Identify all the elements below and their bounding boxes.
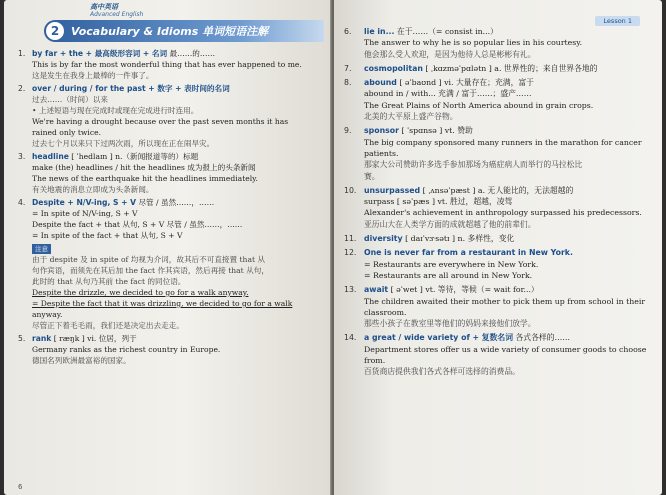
entry-number: 3. — [18, 152, 26, 161]
entry-number: 14. — [344, 333, 357, 343]
entry-heading — [18, 48, 324, 59]
entry-line: rained only twice. — [32, 128, 101, 137]
entry-line: 过去……（时间）以来 — [32, 95, 108, 104]
entry-line: patients. — [364, 148, 399, 158]
vocab-entry — [344, 332, 652, 377]
right-page — [334, 0, 662, 495]
entry-head-wrap — [32, 197, 214, 208]
book-brand — [90, 4, 324, 18]
entry-line: 有关地震的消息立即成为头条新闻。 — [32, 185, 154, 194]
example-line: anyway. — [32, 310, 63, 319]
entry-line: = Restaurants are everywhere in New York. — [364, 259, 539, 269]
entry-heading — [344, 125, 652, 136]
entry-headword: over / during / for the past + 数字 + 表时间的名词 — [32, 84, 230, 93]
entry-gloss: [ əˈbaʊnd ] vi. 大量存在；充满，富于 — [396, 78, 534, 88]
vocab-entry — [344, 26, 652, 60]
left-entries — [18, 48, 324, 241]
entry-line: 那家大公司赞助许多选手参加那场为癌症病人而举行的马拉松比 — [364, 160, 583, 170]
entry-head-wrap — [364, 26, 498, 37]
section-header — [44, 20, 324, 42]
entry-line: 他会那么受人欢迎，是因为他待人总是彬彬有礼。 — [364, 49, 536, 59]
note-line: 由于 despite 及 in spite of 均视为介词，故其后不可直接置 that 从 — [32, 255, 266, 264]
entry-headword: cosmopolitan — [364, 63, 423, 73]
entry-gloss: [ ˈspɑnsə ] vt. 赞助 — [398, 126, 473, 136]
entry-line: The answer to why he is so popular lies in his courtesy. — [364, 38, 583, 48]
entry-heading — [18, 333, 324, 344]
entry-line: Germany ranks as the richest country in Europe. — [32, 345, 221, 354]
entry-line: Department stores offer us a wide variety of consumer goods to choose — [364, 344, 647, 354]
section-number: 2 — [46, 22, 64, 40]
entry-headword: sponsor — [364, 126, 399, 136]
page-number: 6 — [18, 483, 23, 491]
entry-gloss: [ ˌʌnsəˈpæst ] a. 无人能比的，无法超越的 — [420, 185, 574, 195]
example-lines — [18, 287, 324, 331]
entry-line: classroom. — [364, 307, 407, 317]
entry-head-wrap — [364, 77, 534, 88]
entry-line: 那些小孩子在教室里等他们的妈妈来接他们放学。 — [364, 319, 536, 329]
vocab-entry — [344, 233, 652, 244]
entry-heading — [344, 63, 652, 74]
entry-heading — [344, 247, 652, 258]
entry-line: The big company sponsored many runners in the marathon for cancer — [364, 137, 642, 147]
entry-gloss: [ ˈhedlaɪn ] n.（新闻报道等的）标题 — [68, 152, 199, 161]
entry-line: 赛。 — [364, 171, 380, 181]
vocab-entry — [344, 284, 652, 329]
vocab-entry — [344, 125, 652, 181]
lesson-tab: Lesson 1 — [595, 16, 640, 26]
example-line: 尽管正下着毛毛雨，我们还是决定出去走走。 — [32, 321, 184, 330]
entry-head-wrap — [32, 48, 215, 59]
entry-heading — [344, 26, 652, 37]
entry-gloss: 各式各样的…… — [513, 333, 571, 343]
vocab-entry — [18, 197, 324, 241]
entry-head-wrap — [364, 233, 514, 244]
entry-line: = In spite of the fact + that 从句, S + V — [32, 231, 183, 240]
entry-number: 9. — [344, 126, 352, 136]
entry-gloss: [ ræŋk ] vi. 位居，列于 — [51, 334, 137, 343]
entry-head-wrap — [364, 332, 570, 343]
entry-headword: a great / wide variety of + 复数名词 — [364, 333, 513, 343]
entry-headword: Despite + N/V-ing, S + V — [32, 198, 137, 207]
entry-gloss: 在于……（= consist in...） — [394, 27, 498, 36]
entry-headword: await — [364, 285, 389, 295]
entry-headword: headline — [32, 152, 69, 161]
entry-number: 10. — [344, 185, 357, 195]
left-page — [4, 0, 332, 495]
entry-5 — [18, 333, 324, 366]
entry-line: The children awaited their mother to pick them up from school in their — [364, 296, 646, 306]
brand-chinese: 高中英语 — [90, 3, 118, 11]
entry-line: Despite the fact + that 从句, S + V 尽管 / 虽然……，…… — [32, 220, 243, 229]
entry-line: = Restaurants are all around in New York. — [364, 270, 533, 280]
entry-heading — [18, 197, 324, 208]
entry-heading — [344, 284, 652, 295]
entry-line: 亚历山大在人类学方面的成就超越了他的前辈们。 — [364, 219, 536, 229]
note-line: 句作宾语，而须先在其后加 the fact 作其宾语，然后再接 that 从句， — [32, 266, 269, 275]
note-lines — [18, 254, 324, 287]
entry-line: The Great Plains of North America abound in grain crops. — [364, 100, 594, 110]
entry-gloss: 最……的…… — [167, 49, 216, 58]
note-block — [18, 243, 324, 331]
entry-headword: lie in... — [364, 27, 395, 36]
entry-gloss: [ daɪˈvɝsətɪ ] n. 多样性，变化 — [402, 234, 515, 244]
entry-line: abound in / with... 充满 / 富于……；盛产…… — [364, 89, 532, 99]
entry-number: 12. — [344, 248, 357, 258]
brand-english: Advanced English — [90, 11, 144, 18]
entry-number: 1. — [18, 49, 26, 58]
vocab-entry — [18, 83, 324, 149]
entry-number: 8. — [344, 78, 352, 88]
entry-line: 德国名列欧洲最富裕的国家。 — [32, 356, 131, 365]
entry-number: 7. — [344, 63, 352, 73]
vocab-entry — [18, 48, 324, 81]
entry-heading — [18, 151, 324, 162]
entry-number: 11. — [344, 234, 357, 244]
entry-headword: by far + the + 最高级形容词 + 名词 — [32, 49, 168, 58]
entry-line: Alexander's achievement in anthropology surpassed his predecessors. — [364, 208, 642, 218]
note-line: 此时的 that 从句乃其前 the fact 的同位语。 — [32, 277, 186, 286]
entry-head-wrap — [32, 151, 198, 162]
right-entries — [344, 26, 652, 378]
entry-number: 6. — [344, 27, 352, 36]
entry-line: 百货商店提供我们各式各样可选择的消费品。 — [364, 367, 520, 377]
note-label: 注意 — [32, 244, 51, 254]
entry-number: 5. — [18, 334, 26, 343]
entry-head-wrap — [364, 284, 539, 295]
entry-line: make (the) headlines / hit the headlines 成为报上的头条新闻 — [32, 163, 256, 172]
entry-line: from. — [364, 356, 386, 366]
entry-gloss: [ ˌkɑzməˈpɑlətn ] a. 世界性的；来自世界各地的 — [422, 63, 598, 73]
vocab-entry — [344, 185, 652, 230]
entry-head-wrap — [364, 63, 597, 74]
entry-line: = In spite of N/V-ing, S + V — [32, 209, 138, 218]
entry-line: • 上述短语与现在完成时或现在完成进行时连用。 — [32, 106, 199, 115]
entry-headword: One is never far from a restaurant in New York. — [364, 248, 573, 258]
entry-head-wrap — [364, 185, 573, 196]
example-line: = Despite the fact that it was drizzling, we decided to go for a walk — [32, 299, 293, 308]
vocab-entry — [344, 77, 652, 122]
entry-heading — [344, 332, 652, 343]
vocab-entry — [18, 151, 324, 195]
vocab-entry — [18, 333, 324, 366]
section-title: Vocabulary & Idioms 单词短语注解 — [71, 25, 269, 38]
entry-heading — [344, 233, 652, 244]
entry-line: The news of the earthquake hit the headlines immediately. — [32, 174, 258, 183]
entry-heading — [344, 185, 652, 196]
entry-line: surpass [ səˈpæs ] vt. 胜过，超越，凌驾 — [364, 197, 513, 207]
entry-head-wrap — [364, 247, 573, 258]
vocab-entry — [344, 247, 652, 281]
entry-line: 北美的大平原上盛产谷物。 — [364, 112, 458, 122]
entry-line: 过去七个月以来只下过两次雨，所以现在正在闹旱灾。 — [32, 139, 215, 148]
entry-line: 这是发生在我身上最棒的一件事了。 — [32, 71, 154, 80]
entry-number: 13. — [344, 285, 357, 295]
entry-line: We're having a drought because over the past seven months it has — [32, 117, 289, 126]
vocab-entry — [344, 63, 652, 74]
entry-gloss: 尽管 / 虽然……，…… — [136, 198, 215, 207]
entry-head-wrap — [32, 333, 137, 344]
entry-headword: unsurpassed — [364, 185, 421, 195]
entry-head-wrap — [364, 125, 473, 136]
entry-headword: abound — [364, 78, 397, 88]
entry-head-wrap — [32, 83, 230, 94]
entry-number: 4. — [18, 198, 26, 207]
example-line: Despite the drizzle, we decided to go for a walk anyway. — [32, 288, 249, 297]
entry-heading — [344, 77, 652, 88]
entry-heading — [18, 83, 324, 94]
entry-number: 2. — [18, 84, 26, 93]
entry-headword: rank — [32, 334, 52, 343]
entry-line: This is by far the most wonderful thing that has ever happened to me. — [32, 60, 302, 69]
entry-gloss: [ əˈwet ] vt. 等待，等候（= wait for...） — [388, 285, 539, 295]
entry-headword: diversity — [364, 234, 403, 244]
